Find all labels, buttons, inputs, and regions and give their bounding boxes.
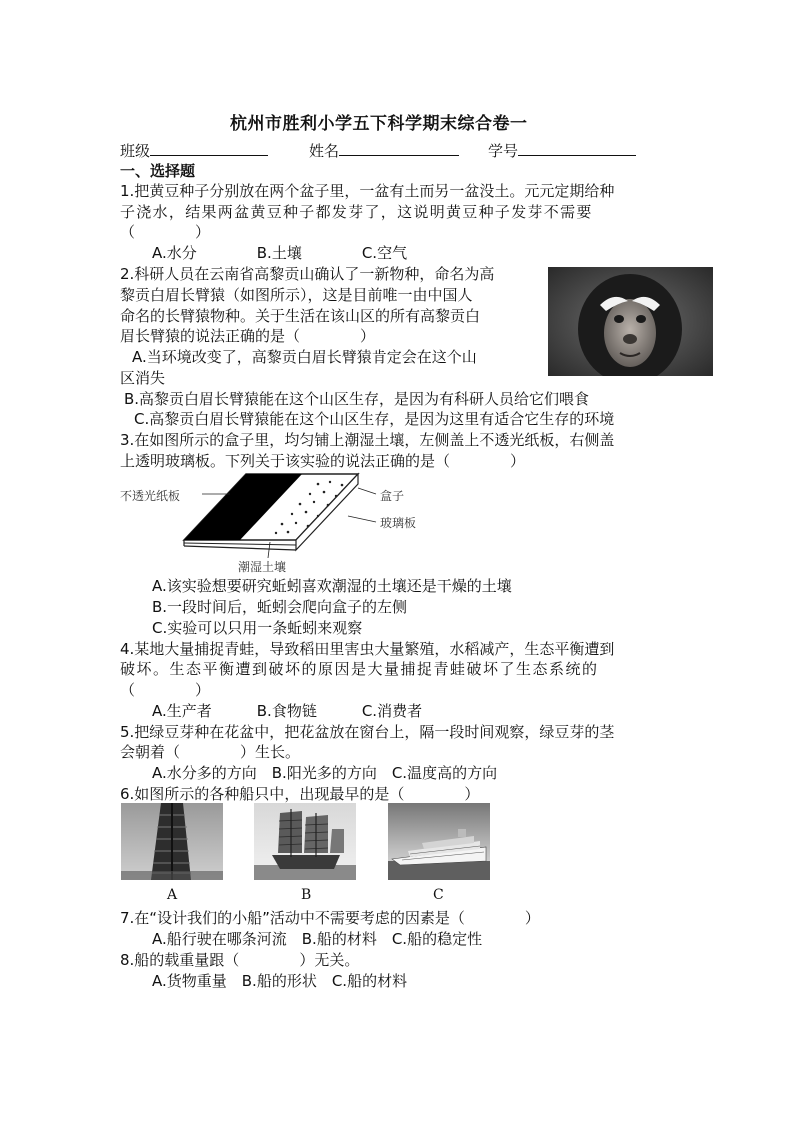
q8-options: A.货物重量 B.船的形状 C.船的材料 [152, 972, 408, 990]
section-heading: 一、选择题 [120, 162, 196, 180]
q1-line1: 1.把黄豆种子分别放在两个盆子里，一盆有土而另一盆没土。元元定期给种 [120, 182, 615, 200]
q2-line4: 眉长臂猿的说法正确的是（ ） [120, 327, 376, 345]
q5-options: A.水分多的方向 B.阳光多的方向 C.温度高的方向 [152, 764, 498, 782]
name-label: 姓名 [309, 142, 340, 160]
q1-options: A.水分 B.土壤 C.空气 [152, 244, 408, 262]
label-wet-soil: 潮湿土壤 [238, 560, 287, 574]
q5-line1: 5.把绿豆芽种在花盆中，把花盆放在窗台上，隔一段时间观察，绿豆芽的茎 [120, 723, 615, 741]
q1-line2: 子浇水，结果两盆黄豆种子都发芽了，这说明黄豆种子发芽不需要 [120, 203, 593, 221]
q2-option-c: C.高黎贡白眉长臂猿能在这个山区生存，是因为这里有适合它生存的环境 [134, 410, 615, 428]
label-glass: 玻璃板 [380, 516, 417, 530]
q3-line2: 上透明玻璃板。下列关于该实验的说法正确的是（ ） [120, 452, 526, 470]
page-title: 杭州市胜利小学五下科学期末综合卷一 [230, 114, 528, 134]
q7-line1: 7.在“设计我们的小船”活动中不需要考虑的因素是（ ） [120, 909, 540, 927]
class-label: 班级 [120, 142, 151, 160]
q3-option-a: A.该实验想要研究蚯蚓喜欢潮湿的土壤还是干燥的土壤 [152, 577, 512, 595]
q3-option-b: B.一段时间后，蚯蚓会爬向盒子的左侧 [152, 598, 408, 616]
label-opaque-board: 不透光纸板 [120, 489, 181, 503]
name-blank[interactable] [339, 141, 459, 156]
name-group [309, 140, 459, 161]
experiment-box-diagram [120, 470, 440, 575]
q2-line2: 黎贡白眉长臂猿（如图所示），这是目前唯一由中国人 [120, 286, 473, 304]
junk-ship-illustration [254, 803, 356, 880]
q3-line1: 3.在如图所示的盒子里，均匀铺上潮湿土壤，左侧盖上不透光纸板，右侧盖 [120, 431, 615, 449]
class-blank[interactable] [150, 141, 268, 156]
label-box: 盒子 [380, 489, 405, 503]
q2-option-b: B.高黎贡白眉长臂猿能在这个山区生存，是因为有科研人员给它们喂食 [124, 390, 590, 408]
q2-option-a2: 区消失 [120, 369, 166, 387]
caption-b: B [301, 887, 312, 903]
q4-line2: 破坏。生态平衡遭到破坏的原因是大量捕捉青蛙破坏了生态系统的 [120, 660, 599, 678]
gibbon-illustration [548, 267, 713, 376]
ship-photo-c [388, 803, 490, 880]
student-info-row [120, 140, 268, 161]
q4-line1: 4.某地大量捕捉青蛙，导致稻田里害虫大量繁殖，水稻减产，生态平衡遭到 [120, 640, 615, 658]
number-group [488, 140, 636, 161]
caption-a: A [167, 887, 178, 903]
q2-option-a1: A.当环境改变了，高黎贡白眉长臂猿肯定会在这个山 [132, 348, 477, 366]
q2-line1: 2.科研人员在云南省高黎贡山确认了一新物种，命名为高 [120, 265, 495, 283]
q1-answer-paren: （ ） [120, 223, 211, 241]
ship-photo-b [254, 803, 356, 880]
q4-options: A.生产者 B.食物链 C.消费者 [152, 702, 423, 720]
q4-answer-paren: （ ） [120, 681, 211, 699]
number-blank[interactable] [518, 141, 636, 156]
q3-option-c: C.实验可以只用一条蚯蚓来观察 [152, 619, 363, 637]
ship-photo-a [121, 803, 223, 880]
gibbon-photo [548, 267, 713, 376]
raft-illustration [121, 803, 223, 880]
caption-c: C [433, 887, 444, 903]
q8-line1: 8.船的载重量跟（ ）无关。 [120, 951, 360, 969]
number-label: 学号 [488, 142, 519, 160]
q6-line1: 6.如图所示的各种船只中，出现最早的是（ ） [120, 785, 480, 803]
cruise-ship-illustration [388, 803, 490, 880]
q2-line3: 命名的长臂猿物种。关于生活在该山区的所有高黎贡白 [120, 307, 481, 325]
q7-options: A.船行驶在哪条河流 B.船的材料 C.船的稳定性 [152, 930, 483, 948]
q5-line2: 会朝着（ ）生长。 [120, 743, 301, 761]
